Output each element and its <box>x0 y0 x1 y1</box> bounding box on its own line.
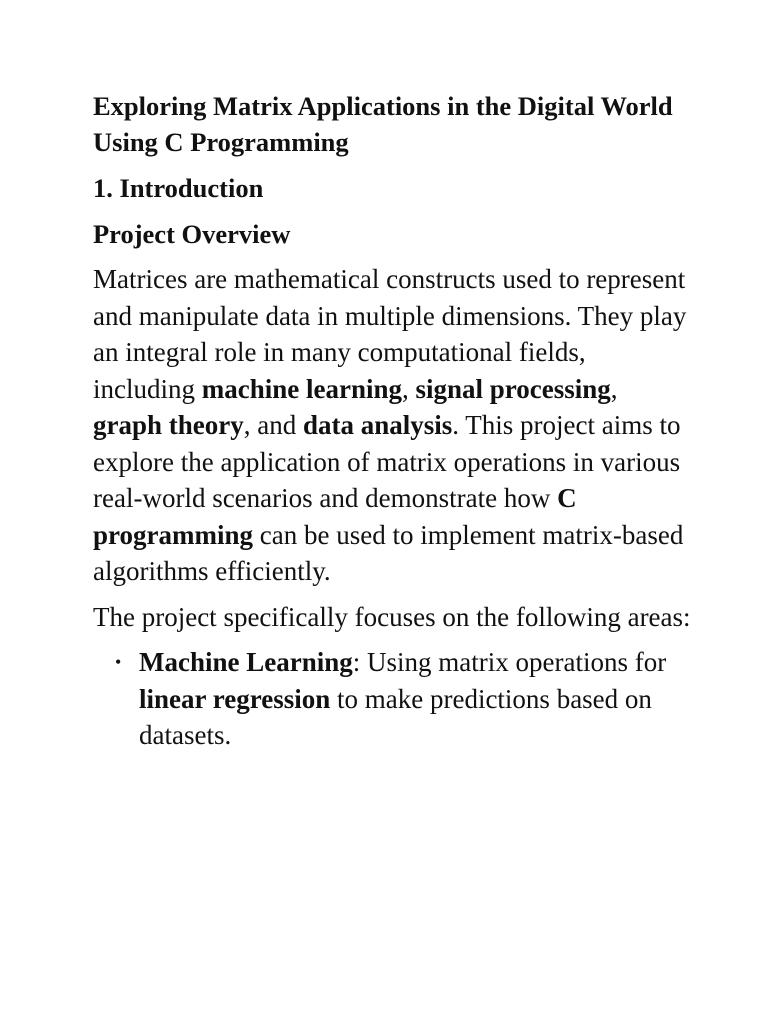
bold-term-data-analysis: data analysis <box>302 410 453 440</box>
paragraph-text: , and <box>243 410 303 440</box>
focus-areas-intro-paragraph: The project specifically focuses on the following areas: <box>93 601 691 632</box>
list-item-term: Machine Learning <box>139 647 353 677</box>
paragraph-text: , <box>610 373 618 404</box>
overview-paragraph <box>93 261 693 590</box>
bold-term-graph-theory: graph theory <box>93 410 244 440</box>
bullet-icon: • <box>115 652 122 672</box>
subsection-heading-project-overview: Project Overview <box>93 219 291 249</box>
list-item-text: : Using matrix operations for <box>352 647 667 677</box>
bold-term-c-programming: C programming <box>93 483 577 550</box>
paragraph-text: can be used to implement matrix-based algorithms efficiently. <box>93 519 684 586</box>
focus-areas-list <box>93 644 693 754</box>
list-item-text: to make predictions based on datasets. <box>139 683 652 750</box>
paragraph-text: . This project aims to explore the application of matrix operations in various real-world scenarios and demonstrate how <box>93 410 681 513</box>
bold-term-linear-regression: linear regression <box>139 683 331 714</box>
bold-term-machine-learning: machine learning <box>201 373 402 404</box>
bold-term-signal-processing: signal processing <box>415 373 611 404</box>
paragraph-text: Matrices are mathematical constructs used to represent and manipulate data in multiple dimensions. They play an integral role in many computational fields, including <box>93 264 687 404</box>
list-item <box>93 644 693 754</box>
paragraph-text: , <box>402 373 416 404</box>
document-title: Exploring Matrix Applications in the Digital World Using C Programming <box>93 91 673 157</box>
section-heading-introduction: 1. Introduction <box>93 173 264 203</box>
document-page <box>93 88 693 754</box>
